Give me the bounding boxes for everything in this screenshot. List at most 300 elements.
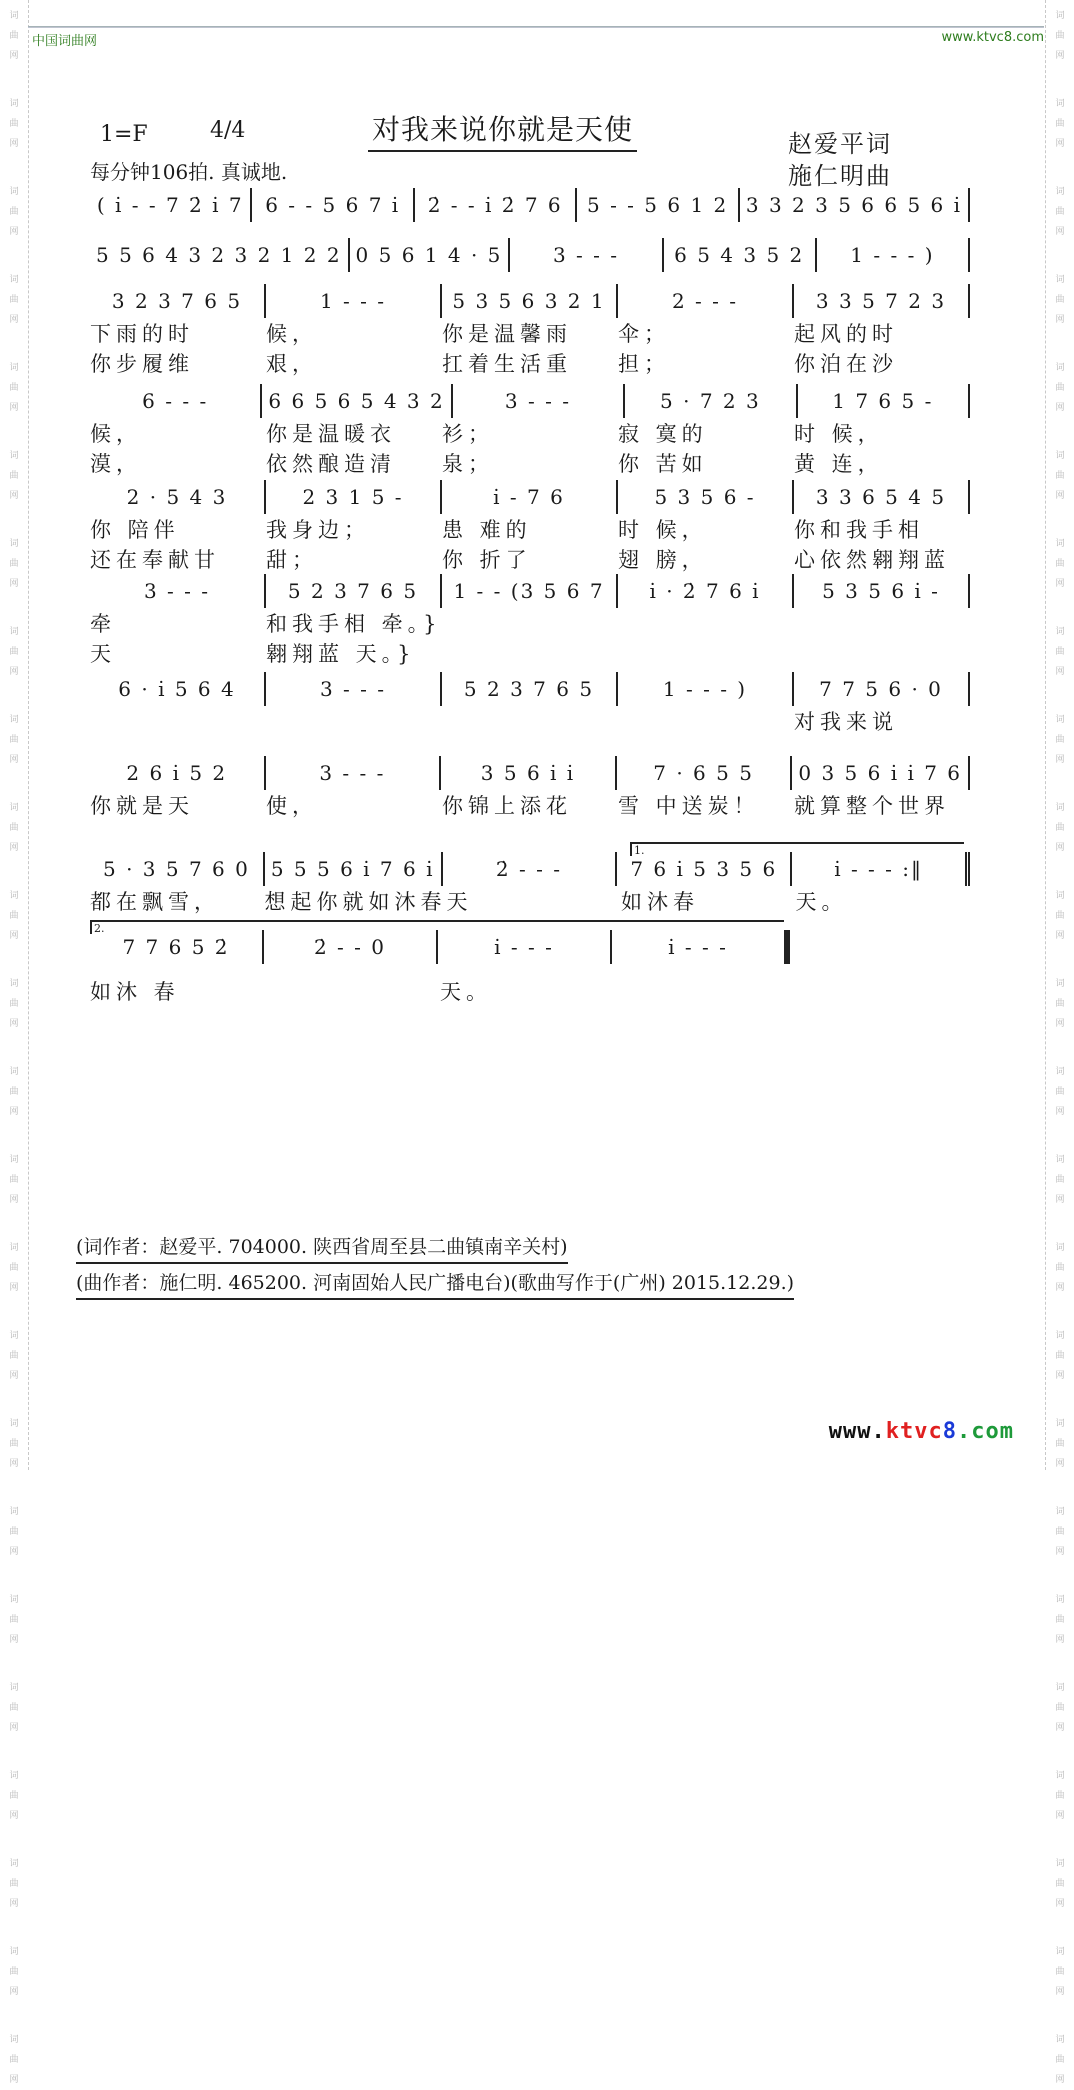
watermark-char: 网 [9, 579, 19, 589]
watermark-group [1055, 1678, 1064, 1738]
lyric-segment: 心依然翱翔蓝 [794, 548, 950, 572]
measure [266, 574, 442, 608]
watermark-char: 网 [9, 1019, 19, 1029]
measure-notes: 3 3 5 7 2 3 [815, 289, 947, 313]
watermark-char: 网 [9, 227, 19, 237]
measure [510, 238, 663, 272]
watermark-char: 词 [9, 891, 19, 901]
watermark-char: 网 [9, 931, 19, 941]
lyrics-line [90, 790, 970, 820]
notation-system [90, 672, 970, 736]
watermark-group [1055, 446, 1064, 506]
measure [90, 238, 350, 272]
watermark-char: 网 [1055, 51, 1065, 61]
lyrics-line [90, 976, 790, 1006]
watermark-char: 词 [9, 1067, 19, 1077]
measure [252, 188, 414, 222]
watermark-char: 词 [1055, 1155, 1065, 1165]
measure-notes: 5 · 7 2 3 [660, 389, 761, 413]
watermark-char: 网 [1055, 315, 1065, 325]
lyric-segment: 你就是天 [90, 794, 194, 818]
measure-notes: 5 3 5 6 3 2 1 [452, 289, 606, 313]
watermark-char: 曲 [9, 207, 19, 217]
watermark-group [9, 974, 18, 1034]
measure [794, 574, 970, 608]
watermark-char: 曲 [9, 823, 19, 833]
measure [617, 852, 792, 886]
watermark-char: 网 [9, 139, 19, 149]
watermark-char: 词 [9, 187, 19, 197]
measure [442, 284, 618, 318]
watermark-char: 词 [9, 1683, 19, 1693]
watermark-group [1055, 1062, 1064, 1122]
watermark-char: 网 [1055, 1987, 1065, 1997]
watermark-char: 曲 [9, 31, 19, 41]
lyric-segment: 伞； [618, 322, 670, 346]
watermark-char: 曲 [9, 911, 19, 921]
measure [442, 672, 618, 706]
lyrics-line [90, 886, 970, 916]
watermark-char: 网 [1055, 1459, 1065, 1469]
notes-row [90, 672, 970, 706]
watermark-group [1055, 1590, 1064, 1650]
watermark-char: 网 [1055, 1371, 1065, 1381]
watermark-char: 词 [1055, 627, 1065, 637]
watermark-char: 网 [9, 1547, 19, 1557]
measure-notes: 5 2 3 7 6 5 [463, 677, 595, 701]
watermark-char: 网 [9, 843, 19, 853]
watermark-char: 网 [9, 315, 19, 325]
watermark-char: 曲 [1055, 1263, 1065, 1273]
watermark-char: 曲 [9, 2055, 19, 2065]
measure [438, 930, 612, 964]
brand-logo[interactable] [829, 1419, 1014, 1444]
measure [794, 480, 970, 514]
measure [350, 238, 511, 272]
watermark-char: 词 [1055, 1507, 1065, 1517]
watermark-char: 曲 [1055, 1703, 1065, 1713]
watermark-char: 词 [9, 715, 19, 725]
measure-notes: 6 - - - [142, 389, 209, 413]
lyric-segment: 雪 中送炭！ [618, 794, 760, 818]
measure [577, 188, 739, 222]
watermark-char: 网 [1055, 1811, 1065, 1821]
watermark-char: 网 [1055, 667, 1065, 677]
watermark-char: 词 [9, 539, 19, 549]
watermark-char: 网 [1055, 1547, 1065, 1557]
measure [90, 284, 266, 318]
measure-notes: 3 - - - [319, 761, 386, 785]
watermark-char: 曲 [9, 559, 19, 569]
watermark-char: 网 [1055, 1723, 1065, 1733]
watermark-char: 词 [1055, 2035, 1065, 2045]
watermark-char: 词 [1055, 1595, 1065, 1605]
measure-notes: 7 · 6 5 5 [653, 761, 754, 785]
measure [798, 384, 970, 418]
watermark-char: 曲 [9, 999, 19, 1009]
watermark-char: 词 [1055, 1683, 1065, 1693]
watermark-char: 曲 [9, 1351, 19, 1361]
watermark-char: 词 [9, 1507, 19, 1517]
watermark-group [1055, 886, 1064, 946]
lyric-segment: 还在奉献甘 [90, 548, 220, 572]
measure-notes: 1 - - - ) [662, 677, 748, 701]
site-name[interactable]: 中国词曲网 [32, 34, 98, 49]
left-watermark-strip [0, 0, 29, 2085]
watermark-char: 网 [9, 51, 19, 61]
watermark-char: 曲 [9, 1879, 19, 1889]
lyric-segment: 候， [90, 422, 142, 446]
measure [794, 672, 970, 706]
watermark-group [9, 1766, 18, 1826]
lyrics-line [90, 318, 970, 348]
time-signature: 4/4 [210, 118, 246, 143]
measure-notes: 6 6 5 6 5 4 3 2 [268, 389, 445, 413]
lyrics-line [90, 348, 970, 378]
measure-notes: 7 7 5 6 · 0 [819, 677, 943, 701]
measure-notes: 2 · 5 4 3 [126, 485, 228, 509]
measure-notes: ( i̇ - - 7 2̇ i̇ 7 [96, 193, 244, 217]
header-divider [28, 26, 1044, 28]
measure [266, 480, 442, 514]
notes-row [90, 284, 970, 318]
measure-notes: 2 6 i̇ 5 2 [126, 761, 228, 785]
watermark-char: 词 [9, 1243, 19, 1253]
measure-notes: 7 6 i̇ 5 3 5 6 [630, 857, 778, 881]
measure [792, 756, 970, 790]
watermark-char: 网 [1055, 1107, 1065, 1117]
lyric-segment: 就算整个世界 [794, 794, 950, 818]
watermark-char: 曲 [9, 1527, 19, 1537]
lyrics-line [90, 706, 970, 736]
measure-notes: 6 · i̇ 5 6 4 [118, 677, 236, 701]
measure [441, 756, 617, 790]
composer-contact: (曲作者：施仁明. 465200. 河南固始人民广播电台)(歌曲写作于(广州) 2015.12.29.) [76, 1268, 794, 1300]
watermark-char: 网 [9, 1195, 19, 1205]
lyric-segment: 使， [266, 794, 318, 818]
measure [618, 284, 794, 318]
watermark-char: 曲 [9, 735, 19, 745]
measure [792, 852, 970, 886]
score-page [28, 0, 1044, 1470]
watermark-char: 曲 [9, 1615, 19, 1625]
lyricist-credit: 赵爱平词 [788, 130, 892, 158]
watermark-group [1055, 1854, 1064, 1914]
watermark-char: 网 [9, 491, 19, 501]
watermark-char: 曲 [1055, 1967, 1065, 1977]
watermark-group [1055, 182, 1064, 242]
measure [90, 188, 252, 222]
lyric-segment: 你 陪伴 [90, 518, 180, 542]
measure-notes: 3 - - - [319, 677, 387, 701]
watermark-group [9, 1326, 18, 1386]
watermark-char: 网 [1055, 1635, 1065, 1645]
composer-credit: 施仁明曲 [788, 162, 892, 190]
watermark-group [9, 358, 18, 418]
watermark-group [9, 886, 18, 946]
lyric-segment: 天。 [795, 890, 848, 914]
measure [266, 756, 442, 790]
lyric-segment: 天 [446, 890, 473, 914]
first-ending-bracket: 1. [630, 842, 964, 856]
notes-row [90, 574, 970, 608]
watermark-char: 曲 [9, 1791, 19, 1801]
watermark-char: 曲 [1055, 647, 1065, 657]
watermark-char: 曲 [9, 471, 19, 481]
watermark-char: 网 [1055, 139, 1065, 149]
watermark-char: 曲 [9, 1175, 19, 1185]
measure [266, 284, 442, 318]
watermark-char: 词 [1055, 1243, 1065, 1253]
watermark-group [1055, 1942, 1064, 2002]
brand-www: www. [828, 1419, 886, 1444]
measure-notes: 2̇ - - i̇ 2̇ 7 6 [427, 193, 563, 217]
watermark-char: 曲 [1055, 1087, 1065, 1097]
watermark-char: 网 [1055, 1195, 1065, 1205]
watermark-group [1055, 622, 1064, 682]
lyric-segment: 艰， [266, 352, 318, 376]
watermark-char: 曲 [1055, 383, 1065, 393]
measure [90, 384, 262, 418]
watermark-group [9, 534, 18, 594]
watermark-char: 网 [9, 1107, 19, 1117]
watermark-char: 曲 [1055, 295, 1065, 305]
lyric-segment: 天 [90, 642, 116, 666]
lyric-segment: 起风的时 [794, 322, 898, 346]
measure [264, 930, 438, 964]
watermark-char: 词 [9, 99, 19, 109]
brand-eight: 8 [942, 1419, 958, 1444]
watermark-char: 词 [9, 275, 19, 285]
key-signature: 1=F [100, 122, 148, 147]
lyrics-line [90, 638, 970, 668]
lyric-segment: 如沐 春 [90, 980, 180, 1004]
measure-notes: 2̇ - - - [495, 857, 562, 881]
watermark-group [9, 1590, 18, 1650]
watermark-group [9, 446, 18, 506]
watermark-char: 词 [1055, 11, 1065, 21]
measure-notes: 3 3 6 5 4 5 [815, 485, 947, 509]
right-watermark-strip [1045, 0, 1074, 2085]
notes-row [90, 384, 970, 418]
watermark-group [9, 1150, 18, 1210]
watermark-char: 曲 [1055, 471, 1065, 481]
lyric-segment: 患 难的 [442, 518, 532, 542]
watermark-group [9, 94, 18, 154]
measure [266, 672, 442, 706]
watermark-char: 曲 [9, 295, 19, 305]
lyric-segment: 翱翔蓝 天。} [266, 642, 416, 666]
watermark-char: 词 [1055, 99, 1065, 109]
watermark-char: 词 [9, 1771, 19, 1781]
watermark-char: 词 [1055, 803, 1065, 813]
watermark-char: 网 [9, 1987, 19, 1997]
watermark-char: 曲 [1055, 735, 1065, 745]
watermark-char: 词 [1055, 1947, 1065, 1957]
lyric-segment: 候， [266, 322, 318, 346]
watermark-group [1055, 2030, 1064, 2090]
notes-row [90, 852, 970, 886]
watermark-char: 曲 [9, 1439, 19, 1449]
lyrics-line [90, 608, 970, 638]
watermark-char: 词 [1055, 1419, 1065, 1429]
lyric-segment: 天。 [440, 980, 492, 1004]
measure-notes: 3 5 6 i̇ i̇ [480, 761, 576, 785]
watermark-char: 曲 [9, 647, 19, 657]
tempo-marking: 每分钟106拍. 真诚地. [90, 160, 288, 184]
watermark-group [9, 1502, 18, 1562]
measure [442, 480, 618, 514]
lyric-segment: 衫； [442, 422, 494, 446]
watermark-group [9, 182, 18, 242]
measure-notes: 1 - - - ) [850, 243, 935, 267]
measure-notes: 5 2 3 7 6 5 [287, 579, 419, 603]
watermark-group [1055, 270, 1064, 330]
measure-notes: i̇ - - - [668, 935, 728, 959]
watermark-group [9, 710, 18, 770]
watermark-char: 网 [9, 1635, 19, 1645]
watermark-group [9, 798, 18, 858]
notation-system [90, 756, 970, 820]
watermark-char: 网 [1055, 1019, 1065, 1029]
measure-notes: 5 - - 5 6 1 2 [586, 193, 729, 217]
watermark-char: 词 [1055, 275, 1065, 285]
measure [90, 852, 265, 886]
watermark-char: 曲 [9, 1703, 19, 1713]
measure-notes: i̇ - - - [494, 935, 554, 959]
watermark-char: 网 [1055, 931, 1065, 941]
lyric-segment: 你锦上添花 [442, 794, 572, 818]
watermark-char: 网 [1055, 843, 1065, 853]
watermark-char: 词 [1055, 539, 1065, 549]
measure [90, 672, 266, 706]
lyric-segment: 依然酿造清 [266, 452, 396, 476]
notes-row [90, 930, 790, 964]
watermark-char: 曲 [1055, 1615, 1065, 1625]
lyric-segment: 你泊在沙 [794, 352, 898, 376]
notes-row [90, 756, 970, 790]
lyrics-line [90, 418, 970, 448]
watermark-group [1055, 358, 1064, 418]
watermark-group [1055, 974, 1064, 1034]
lyric-segment: 你是温暖衣 [266, 422, 396, 446]
brand-com: .com [957, 1419, 1014, 1444]
lyric-segment: 对我来说 [794, 710, 898, 734]
watermark-char: 曲 [9, 1263, 19, 1273]
notation-system [90, 284, 970, 378]
watermark-char: 曲 [9, 119, 19, 129]
watermark-char: 网 [9, 1459, 19, 1469]
measure [618, 574, 794, 608]
lyric-segment: 黄 连， [794, 452, 884, 476]
measure-notes: 5 3 5 6 - [654, 485, 756, 509]
lyric-segment: 担； [618, 352, 670, 376]
watermark-group [9, 622, 18, 682]
second-ending-bracket: 2. [90, 920, 784, 934]
watermark-char: 曲 [1055, 31, 1065, 41]
watermark-char: 词 [1055, 1771, 1065, 1781]
site-url[interactable]: www.ktvc8.com [941, 30, 1044, 45]
notation-system [90, 574, 970, 668]
measure [265, 852, 443, 886]
watermark-char: 网 [9, 755, 19, 765]
lyric-segment: 时 候， [618, 518, 708, 542]
watermark-char: 词 [9, 1155, 19, 1165]
watermark-char: 词 [9, 1859, 19, 1869]
watermark-group [1055, 1150, 1064, 1210]
lyric-segment: 下雨的时 [90, 322, 194, 346]
watermark-char: 网 [1055, 755, 1065, 765]
lyric-segment: 你 苦如 [618, 452, 708, 476]
measure [617, 756, 793, 790]
measure [625, 384, 797, 418]
watermark-group [9, 1414, 18, 1474]
measure [740, 188, 970, 222]
lyricist-contact: (词作者：赵爱平. 704000. 陕西省周至县二曲镇南辛关村) [76, 1232, 568, 1264]
notation-system [90, 188, 970, 222]
watermark-group [9, 1678, 18, 1738]
watermark-group [9, 1854, 18, 1914]
notes-row [90, 480, 970, 514]
lyric-segment: 你 折了 [442, 548, 532, 572]
watermark-group [9, 1942, 18, 2002]
measure-notes: 6 - - 5 6 7 i̇ [265, 193, 401, 217]
measure-notes: 3 - - - [504, 389, 571, 413]
measure-notes: 2 3 1 5 - [302, 485, 404, 509]
measure-notes: 5 · 3 5 7 6 0 [102, 857, 250, 881]
watermark-char: 网 [9, 1811, 19, 1821]
measure [794, 284, 970, 318]
watermark-char: 曲 [1055, 823, 1065, 833]
watermark-char: 曲 [1055, 1351, 1065, 1361]
measure-notes: 1 - - - [319, 289, 387, 313]
watermark-char: 曲 [9, 383, 19, 393]
watermark-char: 词 [1055, 979, 1065, 989]
measure-notes: 2̇ - - 0 [313, 935, 387, 959]
watermark-char: 词 [9, 2035, 19, 2045]
lyric-segment: 你步履维 [90, 352, 194, 376]
watermark-char: 词 [9, 979, 19, 989]
measure [90, 756, 266, 790]
notation-system [90, 238, 970, 272]
measure-notes: 6 5 4 3 5 2 [674, 243, 805, 267]
watermark-char: 曲 [1055, 119, 1065, 129]
lyric-segment: 你和我手相 [794, 518, 924, 542]
watermark-group [1055, 1326, 1064, 1386]
measure [90, 480, 266, 514]
lyric-segment: 牵 [90, 612, 116, 636]
watermark-char: 词 [1055, 1331, 1065, 1341]
watermark-char: 网 [1055, 1283, 1065, 1293]
measure-notes: 3 3 2 3 5 6 6 5 6 i̇ [745, 193, 963, 217]
watermark-char: 曲 [1055, 1879, 1065, 1889]
notation-system [90, 480, 970, 574]
measure-notes: 2 - - - [671, 289, 739, 313]
measure [453, 384, 625, 418]
lyrics-line [90, 514, 970, 544]
measure-notes: 0 3 5 6 i̇ i̇ 7 6 [798, 761, 963, 785]
notation-system [90, 384, 970, 478]
measure [443, 852, 618, 886]
watermark-char: 网 [1055, 491, 1065, 501]
watermark-group [9, 1062, 18, 1122]
song-title: 对我来说你就是天使 [368, 108, 637, 152]
watermark-char: 词 [1055, 715, 1065, 725]
watermark-group [9, 6, 18, 66]
watermark-char: 词 [9, 451, 19, 461]
measure-notes: 0 5 6 1 4 · 5 [355, 243, 503, 267]
watermark-char: 网 [1055, 579, 1065, 589]
